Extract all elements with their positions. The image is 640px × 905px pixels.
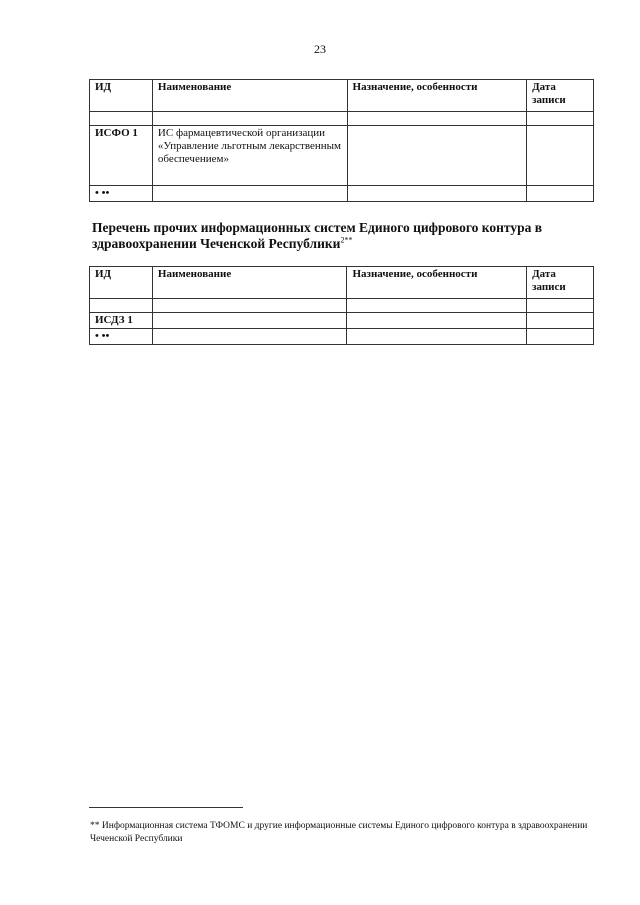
table-row bbox=[90, 126, 594, 186]
cell-date bbox=[527, 186, 594, 202]
cell-id: ИСДЗ 1 bbox=[90, 313, 153, 329]
cell-name bbox=[152, 186, 347, 202]
cell-date bbox=[527, 112, 594, 126]
table-header-row bbox=[90, 267, 594, 299]
cell-name: ИС фармацевтической организации «Управление льготным лекарственным обеспечением» bbox=[152, 126, 347, 186]
footnote: ** Информационная система ТФОМС и другие информационные системы Единого цифрового контура в здравоохранении Чеченской Республики bbox=[90, 821, 588, 844]
header-date: Дата записи bbox=[527, 267, 594, 299]
section-heading-text: Перечень прочих информационных систем Единого цифрового контура в здравоохранении Чеченской Республики bbox=[92, 220, 543, 251]
cell-date bbox=[527, 313, 594, 329]
cell-name bbox=[152, 313, 347, 329]
cell-purpose bbox=[347, 112, 527, 126]
table-row bbox=[90, 112, 594, 126]
cell-purpose bbox=[347, 299, 527, 313]
header-purpose: Назначение, особенности bbox=[347, 80, 527, 112]
table-row bbox=[90, 329, 594, 345]
cell-purpose bbox=[347, 329, 527, 345]
table-row bbox=[90, 313, 594, 329]
pharmacy-systems-table bbox=[89, 79, 594, 202]
table-row bbox=[90, 299, 594, 313]
cell-id: • •• bbox=[90, 186, 153, 202]
table-header-row bbox=[90, 80, 594, 112]
header-id: ИД bbox=[90, 80, 153, 112]
cell-id: ИСФО 1 bbox=[90, 126, 153, 186]
cell-purpose bbox=[347, 186, 527, 202]
cell-date bbox=[527, 329, 594, 345]
cell-name bbox=[152, 299, 347, 313]
header-name: Наименование bbox=[152, 80, 347, 112]
cell-id: • •• bbox=[90, 329, 153, 345]
cell-purpose bbox=[347, 313, 527, 329]
cell-id bbox=[90, 112, 153, 126]
cell-name bbox=[152, 329, 347, 345]
cell-date bbox=[527, 299, 594, 313]
page-number: 23 bbox=[314, 42, 326, 56]
section-heading bbox=[92, 220, 602, 252]
header-purpose: Назначение, особенности bbox=[347, 267, 527, 299]
header-id: ИД bbox=[90, 267, 153, 299]
header-date: Дата записи bbox=[527, 80, 594, 112]
cell-name bbox=[152, 112, 347, 126]
header-name: Наименование bbox=[152, 267, 347, 299]
cell-date bbox=[527, 126, 594, 186]
cell-id bbox=[90, 299, 153, 313]
table-row bbox=[90, 186, 594, 202]
cell-purpose bbox=[347, 126, 527, 186]
other-systems-table bbox=[89, 266, 594, 345]
footnote-mark: 2** bbox=[340, 235, 353, 245]
footnote-divider bbox=[89, 807, 243, 808]
